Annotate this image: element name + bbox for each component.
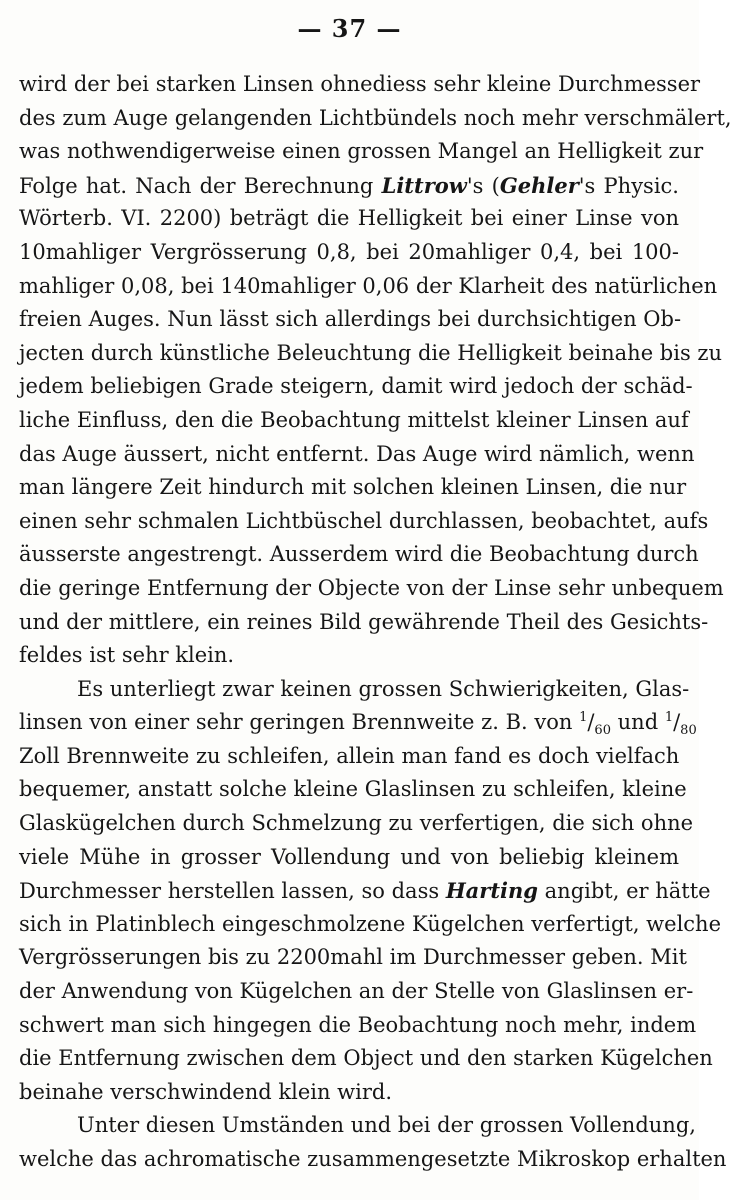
text-line: einen sehr schmalen Lichtbüschel durchlassen, beobachtet, aufs <box>19 508 709 533</box>
fraction-denominator: 60 <box>594 723 611 739</box>
text-line: und der mittlere, ein reines Bild gewährende Theil des Gesichts- <box>19 609 709 634</box>
text-line: jedem beliebigen Grade steigern, damit wird jedoch der schäd- <box>19 374 693 399</box>
text-line: liche Einfluss, den die Beobachtung mittelst kleiner Linsen auf <box>19 407 689 432</box>
text-line: die geringe Entfernung der Objecte von der Linse sehr unbequem <box>19 575 724 600</box>
text-line: viele Mühe in grosser Vollendung und von beliebig kleinem <box>19 844 679 869</box>
body-text <box>19 68 732 1177</box>
text-line: mahliger 0,08, bei 140mahliger 0,06 der Klarheit des natürlichen <box>19 273 718 298</box>
text-line: Wörterb. VI. 2200) beträgt die Helligkeit bei einer Linse von <box>19 206 679 231</box>
text-line: bequemer, anstatt solche kleine Glaslinsen zu schleifen, kleine <box>19 777 687 802</box>
text-line: linsen von einer sehr geringen Brennweite z. B. von $^1/_{60}$ und $^1/_{80}$ <box>19 710 697 739</box>
author-name-gehler: Gehler <box>499 172 579 198</box>
text-run: angibt, er hätte <box>537 879 711 904</box>
fraction-numerator: 1 <box>664 710 674 726</box>
text-line: feldes ist sehr klein. <box>19 643 235 668</box>
text-line: 10mahliger Vergrösserung 0,8, bei 20mahliger 0,4, bei 100- <box>19 239 679 264</box>
text-line: beinahe verschwindend klein wird. <box>19 1079 393 1104</box>
text-line: wird der bei starken Linsen ohnediess sehr kleine Durchmesser <box>19 72 701 96</box>
text-line: das Auge äussert, nicht entfernt. Das Auge wird nämlich, wenn <box>19 441 695 466</box>
text-line: die Entfernung zwischen dem Object und den starken Kügelchen <box>19 1046 713 1071</box>
text-line: schwert man sich hingegen die Beobachtung noch mehr, indem <box>19 1012 697 1037</box>
text-line: was nothwendigerweise einen grossen Mangel an Helligkeit zur <box>19 139 704 164</box>
text-line: der Anwendung von Kügelchen an der Stelle von Glaslinsen er- <box>19 979 694 1004</box>
text-line: Es unterliegt zwar keinen grossen Schwierigkeiten, Glas- <box>77 676 690 701</box>
text-run: linsen von einer sehr geringen Brennweite z. B. von <box>19 710 580 735</box>
text-line: Zoll Brennweite zu schleifen, allein man fand es doch vielfach <box>19 743 680 768</box>
text-line: jecten durch künstliche Beleuchtung die Helligkeit beinahe bis zu <box>19 340 723 365</box>
text-line <box>19 874 711 908</box>
author-name-littrow: Littrow <box>381 172 467 198</box>
text-run: und <box>610 710 665 735</box>
author-name-harting: Harting <box>445 878 538 904</box>
text-run: Durchmesser herstellen lassen, so dass <box>19 879 446 904</box>
text-line <box>19 169 679 203</box>
text-line: sich in Platinblech eingeschmolzene Kügelchen verfertigt, welche <box>19 911 722 936</box>
text-line: des zum Auge gelangenden Lichtbündels noch mehr verschmälert, <box>19 105 732 130</box>
text-line: Glaskügelchen durch Schmelzung zu verfertigen, die sich ohne <box>19 811 694 836</box>
fraction-denominator: 80 <box>680 723 697 739</box>
text-line: freien Auges. Nun lässt sich allerdings bei durchsichtigen Ob- <box>19 307 682 332</box>
text-run: Folge hat. Nach der Berechnung <box>19 173 382 198</box>
text-line: äusserste angestrengt. Ausserdem wird die Beobachtung durch <box>19 542 699 567</box>
text-line: man längere Zeit hindurch mit solchen kleinen Linsen, die nur <box>19 475 687 500</box>
text-line: Unter diesen Umständen und bei der grossen Vollendung, <box>77 1113 696 1138</box>
text-line: Vergrösserungen bis zu 2200mahl im Durchmesser geben. Mit <box>19 945 687 970</box>
text-line: welche das achromatische zusammengesetzte Mikroskop erhalten <box>19 1147 727 1171</box>
text-run: 's ( <box>466 173 500 198</box>
fraction-numerator: 1 <box>579 710 588 726</box>
text-run: 's Physic. <box>578 173 679 198</box>
page-number-header: — 37 — <box>297 14 402 43</box>
